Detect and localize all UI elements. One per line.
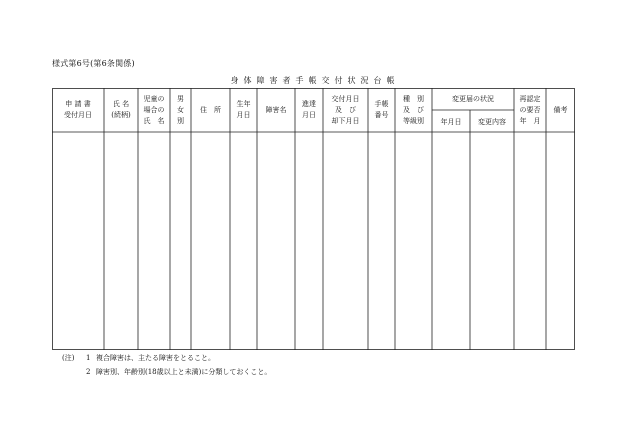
ledger-table [52, 88, 575, 350]
note-item [62, 351, 271, 365]
header-child-name: 児童の 場合の 氏 名 [143, 95, 165, 125]
header-disability-name: 障害名 [265, 106, 287, 114]
notes-prefix: (注) [62, 354, 75, 362]
note-number: 2 [86, 368, 91, 376]
header-sex: 男 女 別 [177, 95, 184, 125]
header-handbook-number: 手帳 番号 [374, 100, 389, 119]
note-number: 1 [86, 354, 91, 362]
header-recertification: 再認定 の要否 年 月 [519, 95, 541, 125]
header-change-content: 変更内容 [478, 118, 506, 126]
notes [62, 351, 271, 379]
header-remarks: 備考 [553, 106, 568, 114]
header-birth-date: 生年 月日 [236, 100, 251, 119]
header-transfer-date: 進達 月日 [302, 100, 316, 119]
note-text: 障害別、年齢別(18歳以上と未満)に分類しておくこと。 [96, 368, 272, 376]
header-name: 氏 名 (続柄) [111, 100, 131, 119]
header-category-grade: 種 別 及 び 等級別 [403, 95, 424, 125]
header-change-date: 年月日 [440, 118, 462, 126]
ledger-title: 身体障害者手帳交付状況台帳 [230, 76, 400, 85]
note-text: 複合障害は、主たる障害をとること。 [96, 354, 215, 362]
header-change-status: 変更届の状況 [452, 95, 494, 103]
header-issue-date: 交付月日 及 び 却下月日 [331, 95, 360, 125]
header-address: 住 所 [200, 106, 221, 114]
form-number-label: 様式第6号(第6条関係) [52, 59, 135, 68]
header-application-date: 申 請 書 受付月日 [64, 100, 92, 119]
note-item [62, 365, 271, 379]
